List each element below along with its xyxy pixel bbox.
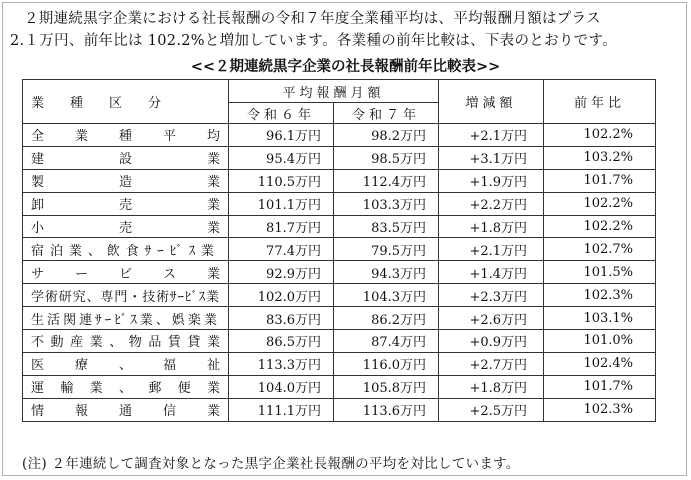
r7-value-cell: 98.5万円 — [334, 146, 439, 169]
r7-value-cell: 94.3万円 — [334, 261, 439, 284]
industry-name-cell: 建設業 — [23, 146, 229, 169]
change-value-cell: +0.9万円 — [439, 330, 544, 353]
r7-value-cell: 104.3万円 — [334, 284, 439, 307]
r7-value-cell: 83.5万円 — [334, 215, 439, 238]
table-row — [23, 124, 656, 147]
ratio-value-cell: 102.3% — [544, 284, 656, 307]
table-row — [23, 375, 656, 398]
industry-name-cell: 全業種平均 — [23, 124, 229, 147]
r6-value-cell: 95.4万円 — [229, 146, 334, 169]
table-title: <<２期連続黒字企業の社長報酬前年比較表>> — [190, 59, 501, 75]
ratio-value-cell: 101.7% — [544, 169, 656, 192]
table-row — [23, 192, 656, 215]
r6-value-cell: 111.1万円 — [229, 398, 334, 421]
header-avg-monthly: 平均報酬月額 — [229, 80, 439, 103]
r7-value-cell: 79.5万円 — [334, 238, 439, 261]
change-value-cell: +2.6万円 — [439, 307, 544, 330]
intro-line-2: 2.１万円、前年比は 102.2%と増加しています。各業種の前年比較は、下表のとおりです。 — [10, 33, 617, 49]
r7-value-cell: 116.0万円 — [334, 352, 439, 375]
table-row — [23, 330, 656, 353]
r7-value-cell: 113.6万円 — [334, 398, 439, 421]
header-r7: 令和７年 — [334, 103, 439, 124]
change-value-cell: +2.7万円 — [439, 352, 544, 375]
table-row — [23, 284, 656, 307]
r7-value-cell: 86.2万円 — [334, 307, 439, 330]
change-value-cell: +1.9万円 — [439, 169, 544, 192]
r7-value-cell: 112.4万円 — [334, 169, 439, 192]
r6-value-cell: 86.5万円 — [229, 330, 334, 353]
table-row — [23, 169, 656, 192]
r7-value-cell: 105.8万円 — [334, 375, 439, 398]
ratio-value-cell: 101.5% — [544, 261, 656, 284]
salary-comparison-table — [22, 79, 656, 422]
industry-name-cell: 製造業 — [23, 169, 229, 192]
change-value-cell: +1.4万円 — [439, 261, 544, 284]
table-row — [23, 215, 656, 238]
r6-value-cell: 113.3万円 — [229, 352, 334, 375]
ratio-value-cell: 101.0% — [544, 330, 656, 353]
intro-line-1: ２期連続黒字企業における社長報酬の令和７年度全業種平均は、平均報酬月額はプラス — [24, 11, 601, 27]
industry-name-cell: 学術研究、専門・技術ｻｰﾋﾞｽ業 — [23, 284, 229, 307]
change-value-cell: +2.5万円 — [439, 398, 544, 421]
industry-name-cell: 不動産業、物品賃貸業 — [23, 330, 229, 353]
industry-name-cell: 小売業 — [23, 215, 229, 238]
table-row — [23, 238, 656, 261]
table-row — [23, 352, 656, 375]
r6-value-cell: 92.9万円 — [229, 261, 334, 284]
r6-value-cell: 110.5万円 — [229, 169, 334, 192]
r7-value-cell: 87.4万円 — [334, 330, 439, 353]
r6-value-cell: 104.0万円 — [229, 375, 334, 398]
r6-value-cell: 81.7万円 — [229, 215, 334, 238]
r7-value-cell: 103.3万円 — [334, 192, 439, 215]
r6-value-cell: 83.6万円 — [229, 307, 334, 330]
industry-name-cell: サービス業 — [23, 261, 229, 284]
r7-value-cell: 98.2万円 — [334, 124, 439, 147]
industry-name-cell: 卸売業 — [23, 192, 229, 215]
change-value-cell: +2.1万円 — [439, 124, 544, 147]
header-category: 業種区分 — [23, 80, 229, 124]
table-row — [23, 261, 656, 284]
ratio-value-cell: 103.1% — [544, 307, 656, 330]
industry-name-cell: 宿泊業、飲食ｻｰﾋﾞｽ業 — [23, 238, 229, 261]
change-value-cell: +2.2万円 — [439, 192, 544, 215]
r6-value-cell: 101.1万円 — [229, 192, 334, 215]
industry-name-cell: 生活関連ｻｰﾋﾞｽ業、娯楽業 — [23, 307, 229, 330]
ratio-value-cell: 101.7% — [544, 375, 656, 398]
header-change: 増減額 — [439, 80, 544, 124]
r6-value-cell: 77.4万円 — [229, 238, 334, 261]
change-value-cell: +2.3万円 — [439, 284, 544, 307]
industry-name-cell: 運輸業、郵便業 — [23, 375, 229, 398]
table-row — [23, 398, 656, 421]
header-r6: 令和６年 — [229, 103, 334, 124]
change-value-cell: +1.8万円 — [439, 215, 544, 238]
industry-name-cell: 医療、福祉 — [23, 352, 229, 375]
header-ratio: 前年比 — [544, 80, 656, 124]
ratio-value-cell: 102.3% — [544, 398, 656, 421]
intro-paragraph — [10, 8, 682, 52]
r6-value-cell: 96.1万円 — [229, 124, 334, 147]
r6-value-cell: 102.0万円 — [229, 284, 334, 307]
ratio-value-cell: 102.2% — [544, 215, 656, 238]
table-row — [23, 307, 656, 330]
ratio-value-cell: 102.4% — [544, 352, 656, 375]
change-value-cell: +3.1万円 — [439, 146, 544, 169]
ratio-value-cell: 102.2% — [544, 192, 656, 215]
ratio-value-cell: 102.2% — [544, 124, 656, 147]
change-value-cell: +1.8万円 — [439, 375, 544, 398]
table-row — [23, 146, 656, 169]
change-value-cell: +2.1万円 — [439, 238, 544, 261]
ratio-value-cell: 103.2% — [544, 146, 656, 169]
ratio-value-cell: 102.7% — [544, 238, 656, 261]
footnote: (注) ２年連続して調査対象となった黒字企業社長報酬の平均を対比しています。 — [22, 456, 520, 472]
industry-name-cell: 情報通信業 — [23, 398, 229, 421]
